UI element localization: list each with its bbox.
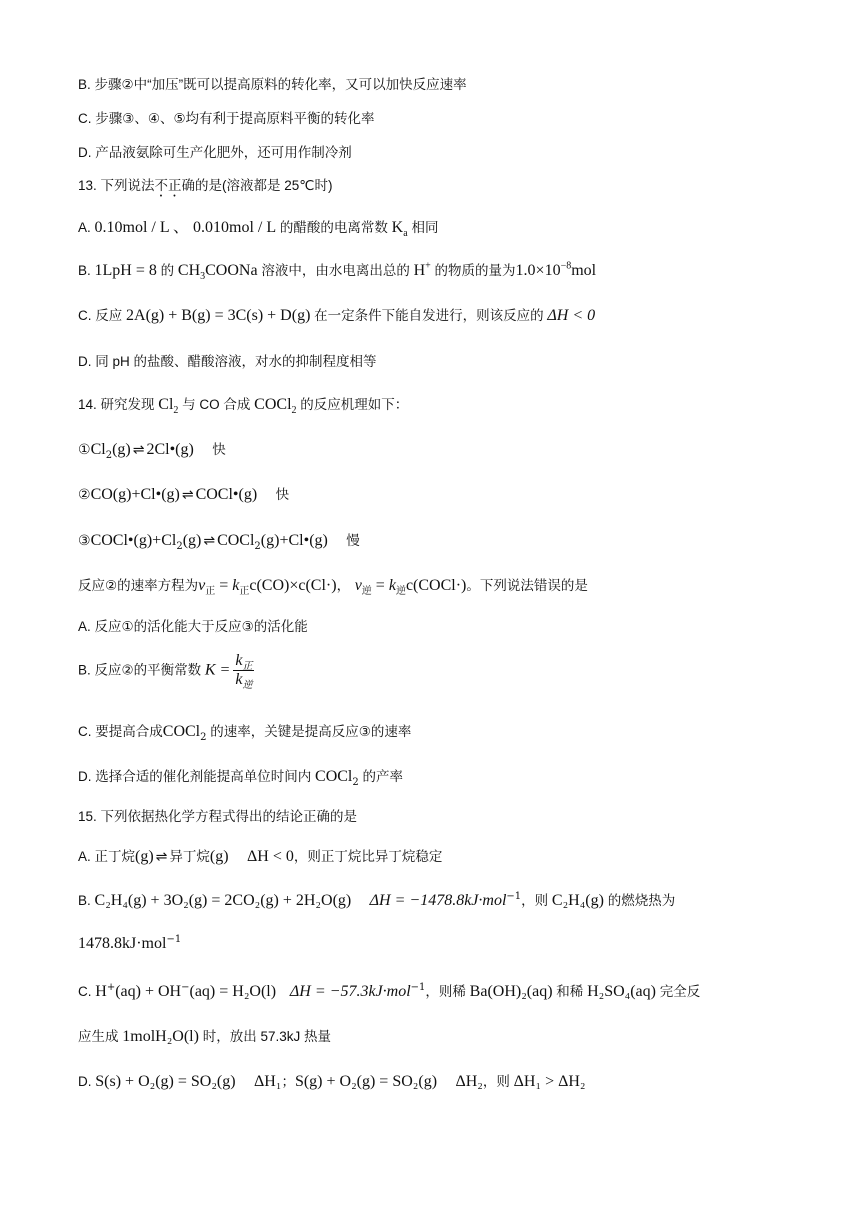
q13-option-d	[78, 350, 790, 370]
q15-a-g2: (g)	[209, 848, 229, 865]
q14-rate-c1: c(CO)×c(Cl·)	[249, 577, 337, 594]
q14-reaction-2	[78, 483, 790, 504]
q15-d-sep: ；	[281, 1074, 295, 1089]
q14-c-post: 的速率，关键是提高反应③的速率	[206, 724, 412, 739]
q14-r2-num: ②	[78, 487, 91, 503]
q14-b-numsub: 正	[242, 661, 253, 673]
q14-stem-clsub: 2	[173, 405, 179, 417]
q15-b-c2h4: C₂H₄(g)	[551, 892, 604, 909]
q14-c-cocl: COCl	[162, 723, 201, 740]
q13-b-formula	[177, 262, 258, 283]
q13-option-b	[78, 259, 790, 283]
q14-d-cocl: COCl	[315, 768, 353, 785]
q14-b-k: K =	[204, 661, 231, 679]
q15-c-h: H	[95, 983, 107, 1000]
q14-r3-b: (g)	[182, 532, 202, 549]
q15-d-eq2: S(g) + O₂(g) = SO₂(g)	[294, 1073, 438, 1090]
q14-reaction-1	[78, 438, 790, 459]
q15-b-mid: ，则	[521, 893, 552, 908]
q14-rate-k1sub: 正	[239, 585, 250, 597]
q14-rate-v2: v	[354, 577, 362, 594]
q15-b-pre: B.	[78, 893, 95, 908]
q14-r3-num: ③	[78, 533, 91, 549]
q14-c-coclsub: 2	[200, 731, 207, 743]
q13-b-label: B.	[78, 263, 95, 278]
q14-r3-speed: 慢	[346, 533, 360, 548]
q13-b-h-sup: +	[425, 260, 431, 272]
q13-d-text: D. 同 pH 的盐酸、醋酸溶液，对水的抑制程度相等	[78, 354, 377, 369]
q13-c-label: C. 反应	[78, 308, 127, 323]
q13-a-mid: 的醋酸的电离常数	[276, 220, 392, 235]
q14-r3-csub: 2	[254, 540, 261, 552]
q14-stem	[78, 393, 790, 417]
q13-b-coona: COONa	[205, 262, 258, 279]
q14-r1-a: Cl	[90, 441, 106, 458]
q14-d-coclsub: 2	[352, 776, 359, 788]
q13-b-ph: 1LpH = 8	[94, 262, 157, 279]
q15-d-mid: ，则	[482, 1074, 514, 1089]
q13-stem-emphasis: 不正	[154, 178, 182, 193]
q14-rate-pre: 反应②的速率方程为	[78, 578, 199, 593]
q13-stem-pre: 13. 下列说法	[78, 178, 155, 193]
q15-c-mid: ，则稀	[425, 984, 470, 999]
q13-b-h	[414, 262, 431, 279]
q14-stem-pre: 14. 研究发现	[78, 397, 159, 412]
q15-d-dh1: ΔH₁	[254, 1073, 282, 1090]
q13-option-a	[78, 214, 790, 240]
q14-a-text: A. 反应①的活化能大于反应③的活化能	[78, 619, 308, 634]
q15-stem	[78, 805, 790, 825]
q15-c-dhsup: −1	[410, 982, 426, 994]
q14-option-c	[78, 720, 790, 741]
q15-c-ba: Ba(OH)₂(aq)	[469, 983, 553, 1000]
q13-b-mid3: 的物质的量为	[430, 263, 516, 278]
q12-option-d-text: D. 产品液氨除可生产化肥外，还可用作制冷剂	[78, 145, 352, 160]
q13-a-concentrations: 0.10mol / L 、 0.010mol / L	[94, 219, 277, 236]
q14-r3-a: COCl•(g)+Cl	[90, 532, 177, 549]
q14-rate-v2sub: 逆	[361, 585, 372, 597]
q15-a-g1: (g)	[135, 848, 154, 865]
q13-stem-post: 确的是(溶液都是 25℃时)	[181, 178, 333, 193]
q14-c-pre: C. 要提高合成	[78, 724, 163, 739]
equilibrium-arrow-icon: ⇌	[203, 533, 216, 549]
q14-r1-b: (g)	[112, 441, 131, 458]
q12-option-b	[78, 73, 790, 93]
q13-b-h-sym: H	[413, 262, 426, 279]
q14-rate-k2: k	[388, 577, 396, 594]
q14-stem-mid: 与 CO 合成	[178, 397, 255, 412]
equilibrium-arrow-icon: ⇌	[132, 442, 145, 458]
q13-a-ksub: a	[403, 228, 408, 240]
q14-r2-c: COCl•(g)	[195, 486, 258, 503]
q15-b-valsup: −1	[166, 934, 182, 946]
q14-stem-coclsub: 2	[291, 405, 297, 417]
q14-rate-c2: c(COCl·)	[405, 577, 467, 594]
q15-option-c	[78, 980, 790, 1001]
q13-b-mid1: 的	[156, 263, 178, 278]
q15-a-post: ，则正丁烷比异丁烷稳定	[293, 849, 443, 864]
q14-reaction-3	[78, 529, 790, 550]
equilibrium-arrow-icon: ⇌	[155, 849, 168, 865]
q15-b-post: 的燃烧热为	[603, 893, 676, 908]
q15-d-pre: D.	[78, 1074, 96, 1089]
q14-rate-eq1: =	[215, 577, 233, 594]
q13-stem	[78, 174, 790, 200]
q15-b-value: 1478.8kJ·mol	[78, 935, 167, 952]
q13-a-post: 相同	[407, 220, 439, 235]
q15-option-b	[78, 889, 790, 910]
q15-c2-math: 1molH₂O(l)	[122, 1028, 199, 1045]
q14-option-a	[78, 615, 790, 635]
q14-rate-v1: v	[198, 577, 206, 594]
q14-r3-c: COCl	[217, 532, 255, 549]
q13-c-dh: ΔH < 0	[547, 307, 596, 324]
q13-a-label: A.	[78, 220, 95, 235]
q15-c-ohsup: −	[181, 982, 190, 994]
q14-stem-post: 的反应机理如下：	[296, 397, 409, 412]
q14-b-num: k	[235, 652, 243, 669]
q14-rate-sep: ，	[336, 578, 351, 593]
q14-stem-cl2	[158, 396, 179, 417]
q14-r1-asub: 2	[105, 449, 113, 461]
q14-r1-c: 2Cl•(g)	[146, 441, 194, 458]
q13-b-unit: mol	[571, 262, 597, 279]
q15-option-b-cont	[78, 935, 790, 953]
q15-a-pre: A. 正丁烷	[78, 849, 136, 864]
q14-rate-equation	[78, 574, 790, 595]
q14-rate-post: 。下列说法错误的是	[466, 578, 588, 593]
q15-option-c-cont	[78, 1025, 790, 1046]
q15-option-d	[78, 1070, 790, 1091]
q15-a-dh: ΔH < 0	[247, 848, 294, 865]
q14-rate-k2sub: 逆	[395, 585, 406, 597]
q14-b-fraction	[233, 652, 254, 692]
q15-c-post: 完全反	[655, 984, 701, 999]
q12-option-c-text: C. 步骤③、④、⑤均有利于提高原料平衡的转化率	[78, 111, 375, 126]
q15-option-a	[78, 845, 790, 866]
q14-option-b	[78, 652, 790, 692]
q13-c-equation: 2A(g) + B(g) = 3C(s) + D(g)	[126, 307, 311, 324]
q15-d-cmp: ΔH₁ > ΔH₂	[513, 1073, 586, 1090]
q15-b-equation: C₂H₄(g) + 3O₂(g) = 2CO₂(g) + 2H₂O(g)	[94, 892, 352, 909]
q14-d-post: 的产率	[358, 769, 403, 784]
q14-r3-asub: 2	[176, 540, 183, 552]
q14-b-pre: B. 反应②的平衡常数	[78, 662, 205, 678]
q15-c-eq2: (aq) = H₂O(l)	[189, 983, 277, 1000]
q13-b-mid2: 溶液中，由水电离出总的	[257, 263, 414, 278]
q12-option-c	[78, 107, 790, 127]
q15-d-dh2: ΔH₂	[455, 1073, 483, 1090]
q14-r2-a: CO(g)+Cl•(g)	[90, 486, 180, 503]
q15-c-mid2: 和稀	[552, 984, 588, 999]
q13-b-value	[516, 262, 597, 279]
q14-option-d	[78, 765, 790, 786]
q14-rate-eq2: =	[371, 577, 389, 594]
q13-b-valsup: −8	[560, 260, 572, 272]
q14-rate-k1: k	[232, 577, 240, 594]
q15-c-h2so4: H₂SO₄(aq)	[587, 983, 656, 1000]
q13-b-val: 1.0×10	[515, 262, 561, 279]
q15-c-hsup: +	[106, 982, 116, 994]
equilibrium-arrow-icon: ⇌	[181, 487, 194, 503]
q13-a-k: K	[391, 219, 404, 236]
q15-c-pre: C.	[78, 984, 96, 999]
q13-option-c	[78, 304, 790, 325]
q15-c2-post: 时，放出 57.3kJ 热量	[198, 1029, 331, 1044]
q14-r1-speed: 快	[212, 442, 226, 457]
q14-r2-speed: 快	[275, 487, 290, 502]
q15-c-eq1: (aq) + OH	[115, 983, 182, 1000]
q14-b-den: k	[235, 671, 243, 688]
q12-option-b-text: B. 步骤②中“加压”既可以提高原料的转化率，又可以加快反应速率	[78, 77, 467, 92]
q15-d-eq1: S(s) + O₂(g) = SO₂(g)	[95, 1073, 236, 1090]
q13-b-ch: CH	[177, 262, 201, 279]
q14-rate-v1sub: 正	[205, 585, 216, 597]
q15-a-mid: 异丁烷	[169, 849, 210, 864]
q15-b-dhsup: −1	[506, 891, 522, 903]
q14-stem-cocl: COCl	[254, 396, 292, 413]
q14-b-densub: 逆	[242, 680, 253, 692]
q14-stem-cocl2	[254, 396, 297, 417]
q14-r1-num: ①	[78, 442, 91, 458]
q13-b-ch-sub: 3	[200, 271, 206, 283]
q15-stem-text: 15. 下列依据热化学方程式得出的结论正确的是	[78, 809, 358, 824]
q12-option-d	[78, 141, 790, 161]
q13-a-ka	[391, 219, 408, 240]
q15-b-dh: ΔH = −1478.8kJ·mol	[369, 892, 507, 909]
q14-r3-d: (g)+Cl•(g)	[260, 532, 328, 549]
q15-c2-pre: 应生成	[78, 1029, 123, 1044]
q14-d-pre: D. 选择合适的催化剂能提高单位时间内	[78, 769, 316, 784]
q14-stem-cl: Cl	[158, 396, 174, 413]
q15-c-dh: ΔH = −57.3kJ·mol	[289, 983, 411, 1000]
q13-c-mid: 在一定条件下能自发进行，则该反应的	[310, 308, 548, 323]
